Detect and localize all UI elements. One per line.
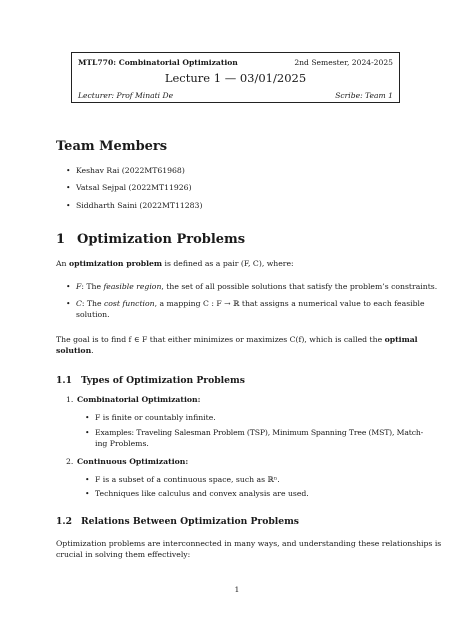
page-number: 1 [234,585,240,594]
team-member: Keshav Rai (2022MT61968) [76,166,185,175]
subsection-number: 1.1 [56,375,72,386]
text: : The [81,282,104,291]
section-title: Optimization Problems [77,232,246,247]
text: The goal is to find f ∈ F that either minimizes or maximizes C(f), which is called the [56,335,385,344]
team-heading: Team Members [56,139,168,154]
team-member: Siddharth Saini (2022MT11283) [76,201,203,210]
goal-paragraph-line2 [56,346,422,357]
bullet-icon: • [85,489,90,498]
bullet-icon: • [66,282,71,291]
math-symbol: F [76,282,82,291]
bullet-text [76,299,425,310]
bullet-icon: • [85,413,90,422]
team-member: Vatsal Sejpal (2022MT11926) [76,183,192,192]
text: , a mapping C : F → ℝ that assigns a numerical value to each feasible [154,299,425,308]
text: An [56,259,69,268]
goal-paragraph [56,335,422,346]
enum-number: 1. [66,395,74,404]
lecturer: Lecturer: Prof Minati De [78,91,174,100]
bold-term: solution [56,346,92,355]
bullet-text-line2: solution. [76,310,110,319]
bullet-text [76,282,437,293]
bullet-text-line2: ing Problems. [95,439,149,448]
bold-term: optimal [384,335,418,344]
bullet-icon: • [85,428,90,437]
lecture-title: Lecture 1 — 03/01/2025 [164,71,307,85]
text: . [91,346,94,355]
emphasized-term: cost function [104,299,155,308]
bullet-text: F is a subset of a continuous space, such as ℝⁿ. [95,475,280,484]
subsection-number: 1.2 [56,516,72,527]
subsection-heading [56,375,245,386]
emphasized-term: feasible region [103,282,162,291]
subsection-title: Types of Optimization Problems [81,375,245,386]
bullet-icon: • [85,475,90,484]
enum-number: 2. [66,457,74,466]
enum-label: Continuous Optimization: [77,457,189,466]
enum-label: Combinatorial Optimization: [77,395,201,404]
bullet-text: F is finite or countably infinite. [95,413,216,422]
math-symbol: C [76,299,82,308]
subsection-title: Relations Between Optimization Problems [81,516,299,527]
scribe: Scribe: Team 1 [335,91,393,100]
section-heading [56,232,245,247]
course-name: MTL770: Combinatorial Optimization [78,58,238,67]
bullet-text: Techniques like calculus and convex analysis are used. [95,489,309,498]
section-number: 1 [56,232,66,247]
text: : The [81,299,104,308]
subsection-heading [56,516,299,527]
bold-term: optimization problem [68,259,163,268]
header-top-row [78,58,393,67]
bullet-icon: • [66,201,71,210]
text: is defined as a pair (F, C), where: [162,259,294,268]
paragraph: Optimization problems are interconnected in many ways, and understanding these relationships is [56,539,442,548]
header-bottom-row [78,91,393,100]
paragraph-line2: crucial in solving them effectively: [56,550,191,559]
bullet-text: Examples: Traveling Salesman Problem (TSP), Minimum Spanning Tree (MST), Match- [95,428,424,437]
semester: 2nd Semester, 2024-2025 [294,58,393,67]
definition-paragraph [56,259,422,270]
lecture-header-box [71,52,400,103]
bullet-icon: • [66,183,71,192]
bullet-icon: • [66,299,71,308]
text: , the set of all possible solutions that satisfy the problem’s constraints. [161,282,438,291]
bullet-icon: • [66,166,71,175]
